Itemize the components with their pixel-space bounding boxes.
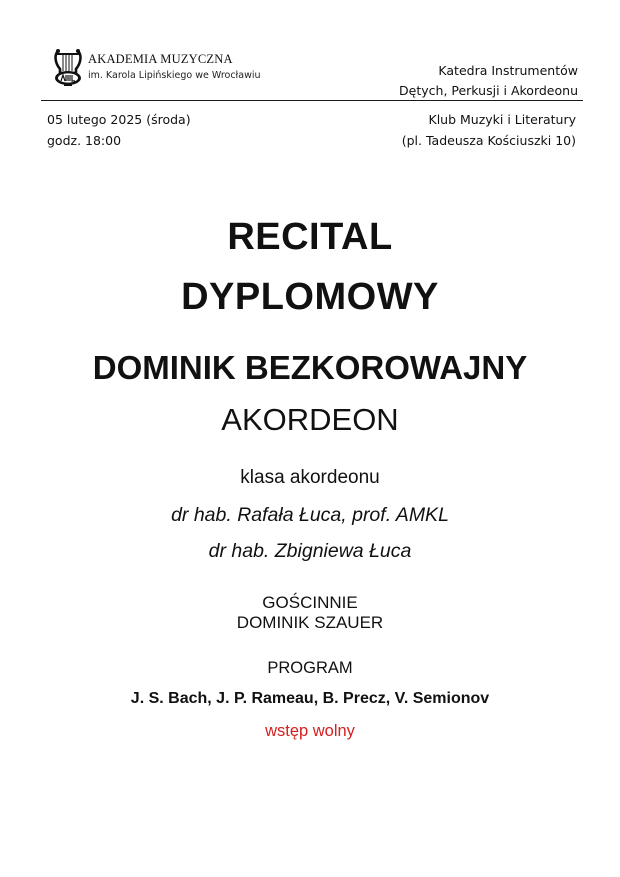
department-block xyxy=(399,61,578,101)
program-label: PROGRAM xyxy=(267,659,353,677)
teacher-2: dr hab. Zbigniewa Łuca xyxy=(208,540,412,562)
header-divider xyxy=(41,100,583,101)
event-date: 05 lutego 2025 (środa) xyxy=(47,112,191,127)
title-line-2: DYPLOMOWY xyxy=(181,276,439,318)
department-line-1: Katedra Instrumentów xyxy=(438,63,578,78)
admission-note: wstęp wolny xyxy=(265,722,355,740)
event-time: godz. 18:00 xyxy=(47,133,122,148)
teacher-1: dr hab. Rafała Łuca, prof. AMKL xyxy=(171,504,449,526)
event-venue xyxy=(402,109,576,151)
performer-name: DOMINIK BEZKOROWAJNY xyxy=(92,349,528,386)
title-line-1: RECITAL xyxy=(227,216,393,258)
venue-address: (pl. Tadeusza Kościuszki 10) xyxy=(401,133,576,148)
department-line-2: Dętych, Perkusji i Akordeonu xyxy=(399,83,578,98)
guest-name: DOMINIK SZAUER xyxy=(236,613,384,632)
class-label: klasa akordeonu xyxy=(240,467,380,488)
instrument: AKORDEON xyxy=(221,402,399,437)
academy-name: AKADEMIA MUZYCZNA xyxy=(88,52,233,66)
academy-subtitle: im. Karola Lipińskiego we Wrocławiu xyxy=(88,70,261,81)
guest-label: GOŚCINNIE xyxy=(262,593,358,612)
event-datetime xyxy=(47,109,191,151)
venue-name: Klub Muzyki i Literatury xyxy=(428,112,576,127)
lyre-icon xyxy=(52,47,84,87)
program-composers: J. S. Bach, J. P. Rameau, B. Precz, V. Semionov xyxy=(130,690,490,707)
